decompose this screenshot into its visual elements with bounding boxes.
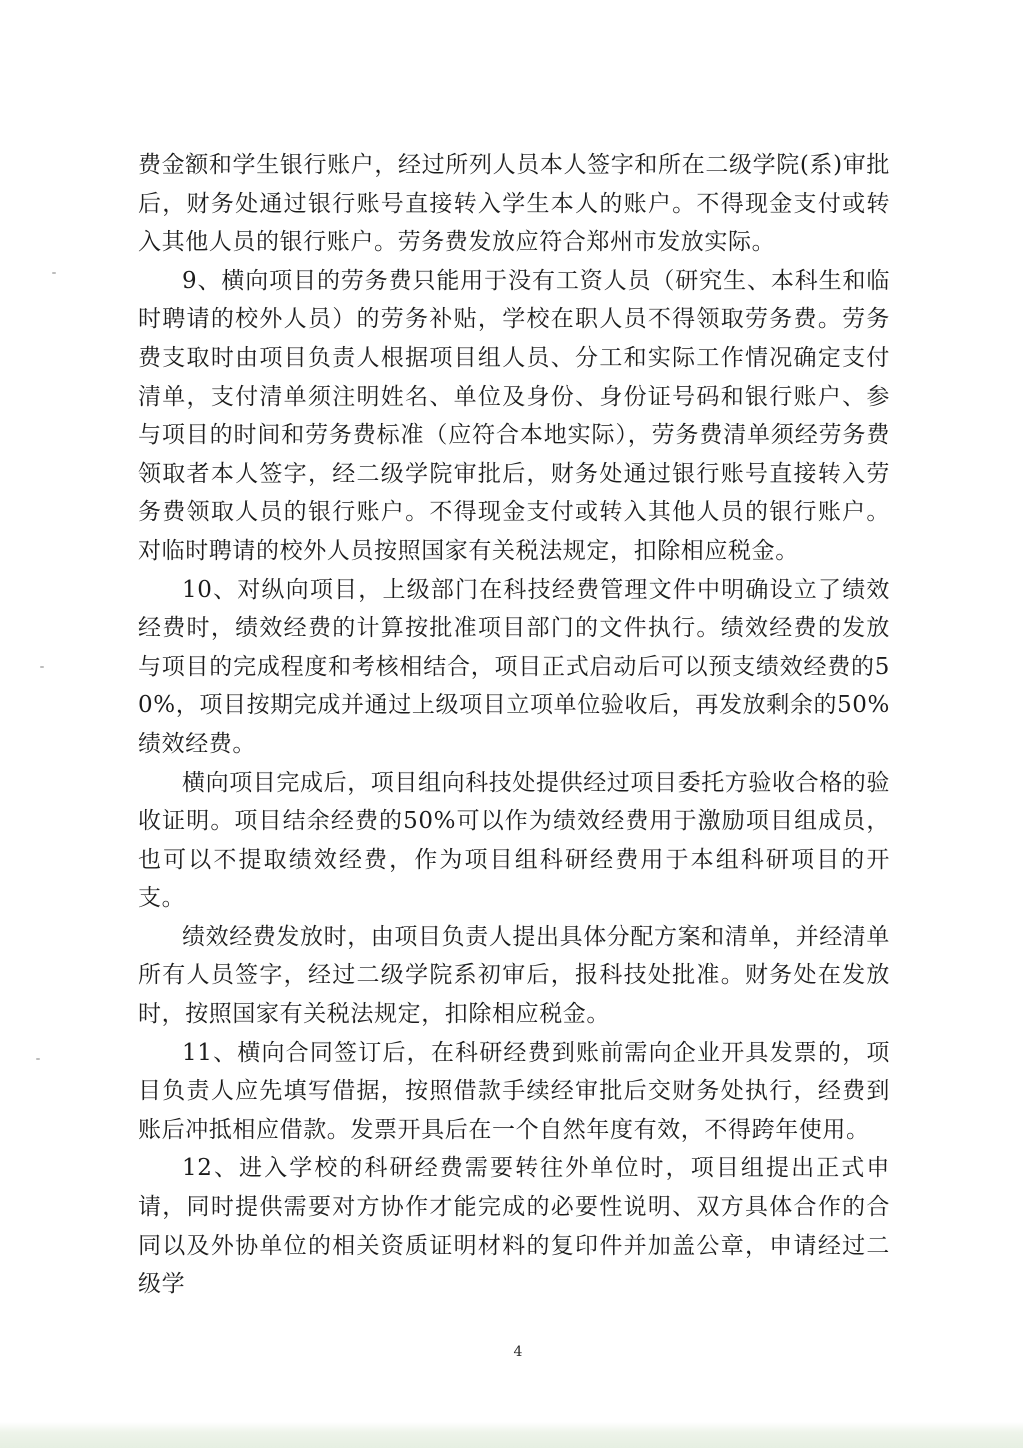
scan-speck [36, 1058, 40, 1060]
paragraph-item-9: 9、横向项目的劳务费只能用于没有工资人员（研究生、本科生和临时聘请的校外人员）的劳务补贴，学校在职人员不得领取劳务费。劳务费支取时由项目负责人根据项目组人员、分工和实际工作情况确定支付清单，支付清单须注明姓名、单位及身份、身份证号码和银行账户、参与项目的时间和劳务费标准（应符合本地实际），劳务费清单须经劳务费领取者本人签字，经二级学院审批后，财务处通过银行账号直接转入劳务费领取人员的银行账户。不得现金支付或转入其他人员的银行账户。对临时聘请的校外人员按照国家有关税法规定，扣除相应税金。 [138, 267, 890, 564]
paragraph-item-11: 11、横向合同签订后，在科研经费到账前需向企业开具发票的，项目负责人应先填写借据，按照借款手续经审批后交财务处执行，经费到账后冲抵相应借款。发票开具后在一个自然年度有效，不得跨年使用。 [138, 1039, 890, 1143]
paragraph-horizontal-project: 横向项目完成后，项目组向科技处提供经过项目委托方验收合格的验收证明。项目结余经费的50%可以作为绩效经费用于激励项目组成员，也可以不提取绩效经费，作为项目组科研经费用于本组科研项目的开支。 [138, 769, 890, 912]
paragraph-item-12: 12、进入学校的科研经费需要转往外单位时，项目组提出正式申请，同时提供需要对方协作才能完成的必要性说明、双方具体合作的合同以及外协单位的相关资质证明材料的复印件并加盖公章，申请经过二级学 [138, 1155, 890, 1298]
scan-bottom-edge [0, 1422, 1023, 1448]
scan-speck [40, 666, 44, 668]
paragraph-performance-fee: 绩效经费发放时，由项目负责人提出具体分配方案和清单，并经清单所有人员签字，经过二级学院系初审后，报科技处批准。财务处在发放时，按照国家有关税法规定，扣除相应税金。 [138, 923, 890, 1028]
paragraph-item-10: 10、对纵向项目，上级部门在科技经费管理文件中明确设立了绩效经费时，绩效经费的计算按批准项目部门的文件执行。绩效经费的发放与项目的完成程度和考核相结合，项目正式启动后可以预支绩效经费的50%，项目按期完成并通过上级项目立项单位验收后，再发放剩余的50%绩效经费。 [138, 576, 890, 757]
page-number: 4 [513, 1344, 523, 1360]
document-body [138, 146, 890, 1304]
scan-speck [52, 272, 56, 274]
paragraph-continuation: 费金额和学生银行账户，经过所列人员本人签字和所在二级学院(系)审批后，财务处通过银行账号直接转入学生本人的账户。不得现金支付或转入其他人员的银行账户。劳务费发放应符合郑州市发放实际。 [138, 152, 890, 256]
